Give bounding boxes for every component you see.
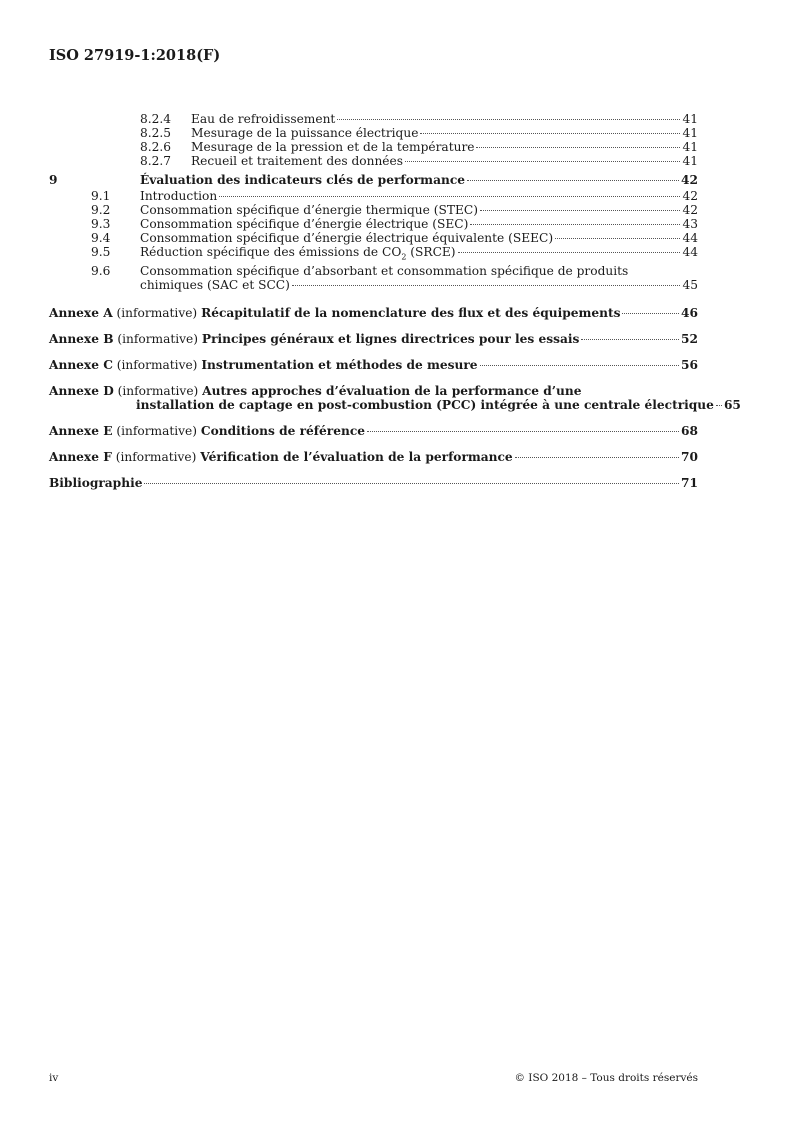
entry-page: 52 [681,332,698,347]
leader-dots [470,224,680,225]
entry-page: 45 [682,278,698,293]
subscript-2: 2 [401,252,407,262]
annex-title: Instrumentation et méthodes de mesure [201,358,478,373]
page-footer [49,1072,698,1084]
leader-dots [405,161,681,162]
entry-page: 41 [682,112,698,126]
leader-dots [555,238,680,239]
entry-number: 9.1 [91,189,111,203]
entry-title: Évaluation des indicateurs clés de performance [140,173,466,187]
entry-title-line2: chimiques (SAC et SCC) [140,278,290,293]
toc-annex-d[interactable] [49,384,741,413]
entry-title: Consommation spécifique d’énergie électrique (SEC) [140,217,469,231]
entry-title-line1: Consommation spécifique d’absorbant et consommation spécifique de produits [140,264,629,279]
annex-informative: (informative) [113,332,202,347]
entry-number: 9.2 [91,203,111,217]
entry-number: 9 [49,173,58,187]
entry-page: 43 [682,217,698,231]
leader-dots [367,431,679,432]
annex-title-line1: Autres approches d’évaluation de la performance d’une [202,384,582,399]
annex-informative: (informative) [113,384,203,399]
leader-dots [467,180,679,181]
toc-entry-9-6[interactable] [49,264,698,292]
annex-label: Annexe B [49,332,114,347]
entry-page: 41 [682,140,698,154]
leader-dots [458,252,681,253]
annex-informative: (informative) [111,450,201,465]
entry-number: 8.2.5 [140,126,172,140]
leader-dots [144,483,679,484]
annex-informative: (informative) [112,306,202,321]
entry-number: 8.2.6 [140,140,172,154]
annex-informative: (informative) [112,358,202,373]
document-id: ISO 27919-1:2018(F) [49,47,221,64]
leader-dots [581,339,679,340]
toc-entry-8-2-7[interactable] [49,154,698,168]
leader-dots [219,196,680,197]
toc-annex-b[interactable] [49,332,698,346]
leader-dots [337,119,680,120]
entry-page: 41 [682,126,698,140]
entry-page: 42 [682,189,698,203]
entry-number: 9.5 [91,245,111,259]
toc-annex-e[interactable] [49,424,698,438]
toc-entry-8-2-4[interactable] [49,112,698,126]
toc-entry-9-3[interactable] [49,217,698,231]
entry-page: 44 [682,245,698,259]
entry-number: 9.4 [91,231,111,245]
leader-dots [480,365,680,366]
annex-title: Récapitulatif de la nomenclature des flux et des équipements [201,306,621,321]
leader-dots [476,147,680,148]
entry-page: 71 [681,476,698,491]
toc-bibliography[interactable] [49,476,698,490]
annex-label: Annexe D [49,384,114,399]
copyright: © ISO 2018 – Tous droits réservés [514,1072,698,1084]
leader-dots [480,210,681,211]
toc-entry-8-2-6[interactable] [49,140,698,154]
toc-entry-9-4[interactable] [49,231,698,245]
annex-informative: (informative) [112,424,201,439]
entry-page: 65 [723,398,741,413]
annex-title: Principes généraux et lignes directrices pour les essais [201,332,580,347]
entry-title: Bibliographie [49,476,143,491]
leader-dots [292,285,681,286]
entry-title: Eau de refroidissement [191,112,336,126]
entry-number: 8.2.4 [140,112,172,126]
title-text: Réduction spécifique des émissions de CO [140,245,402,259]
entry-title: Mesurage de la pression et de la température [191,140,475,154]
entry-title: Introduction [140,189,218,203]
leader-dots [515,457,679,458]
entry-page: 70 [681,450,698,465]
entry-number: 9.3 [91,217,111,231]
leader-dots [622,313,679,314]
annex-title-line2: installation de captage en post-combustion (PCC) intégrée à une centrale électrique [136,398,714,413]
entry-page: 44 [682,231,698,245]
entry-number: 8.2.7 [140,154,172,168]
toc-annex-a[interactable] [49,306,698,320]
entry-page: 42 [681,173,698,187]
annex-title: Conditions de référence [200,424,366,439]
entry-title [140,245,456,264]
entry-page: 56 [681,358,698,373]
entry-title: Mesurage de la puissance électrique [191,126,419,140]
toc-entry-9-2[interactable] [49,203,698,217]
title-text-end: (SRCE) [406,245,456,259]
entry-title: Consommation spécifique d’énergie électrique équivalente (SEEC) [140,231,554,245]
entry-title: Recueil et traitement des données [191,154,403,168]
leader-dots [716,405,722,406]
entry-title: Consommation spécifique d’énergie thermique (STEC) [140,203,478,217]
toc-annex-c[interactable] [49,358,698,372]
entry-page: 41 [682,154,698,168]
annex-label: Annexe F [49,450,112,465]
toc-entry-9-5[interactable] [49,245,698,264]
entry-page: 42 [682,203,698,217]
annex-label: Annexe C [49,358,113,373]
table-of-contents [49,112,741,491]
toc-annex-f[interactable] [49,450,698,464]
annex-label: Annexe A [49,306,113,321]
entry-page: 68 [681,424,698,439]
entry-page: 46 [681,306,698,321]
toc-entry-9-1[interactable] [49,189,698,203]
toc-entry-9[interactable] [49,173,698,187]
annex-title: Vérification de l’évaluation de la performance [200,450,513,465]
annex-label: Annexe E [49,424,113,439]
page-number: iv [49,1072,59,1084]
toc-entry-8-2-5[interactable] [49,126,698,140]
entry-number: 9.6 [91,264,111,279]
leader-dots [420,133,680,134]
